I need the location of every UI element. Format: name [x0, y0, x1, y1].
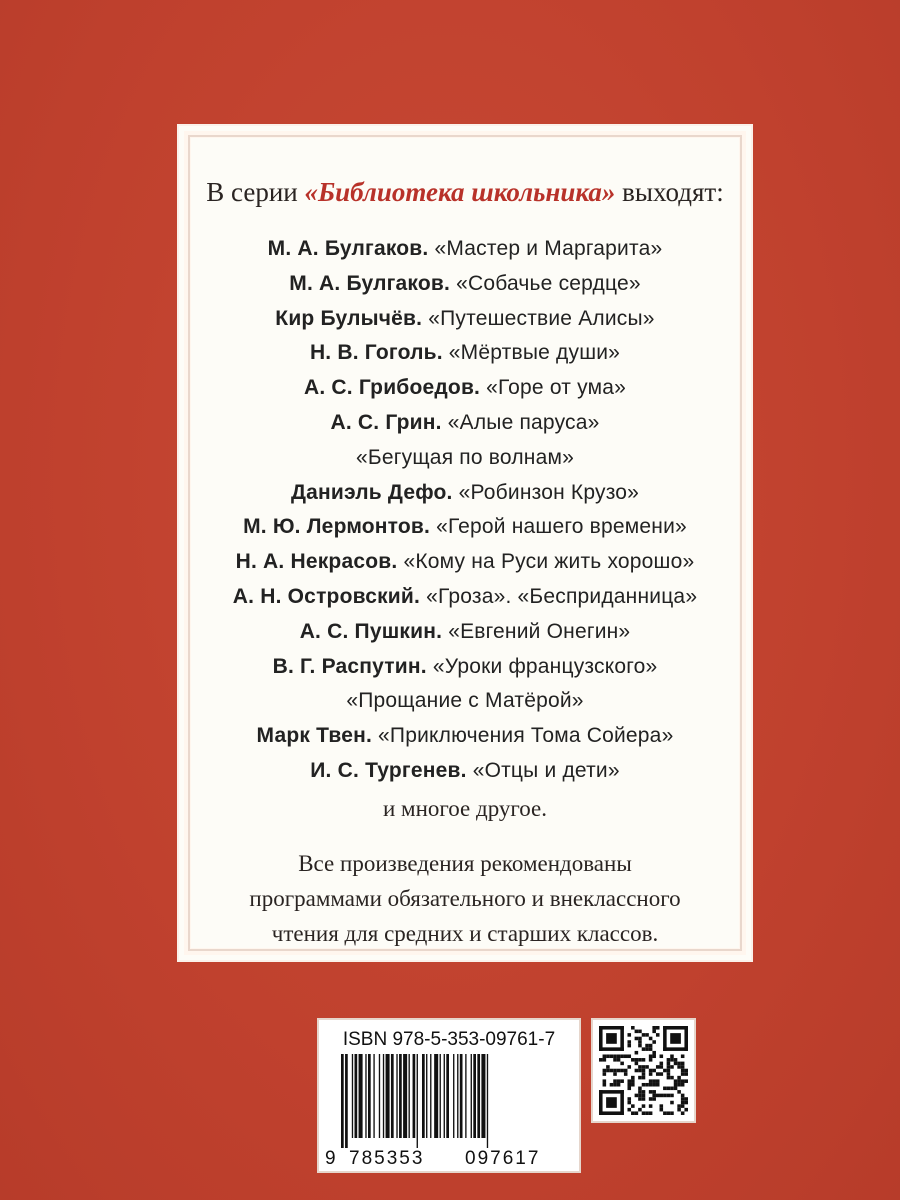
more-text: и многое другое.	[382, 796, 548, 821]
series-title: «Библиотека школьника»	[304, 177, 616, 207]
note-line: Все произведения рекомендованы	[298, 851, 632, 876]
book-author: В. Г. Распутин.	[272, 654, 427, 678]
list-item	[179, 267, 751, 302]
book-title: «Робинзон Крузо»	[452, 480, 640, 504]
series-info-panel	[177, 124, 753, 962]
list-item	[179, 754, 751, 789]
book-list	[179, 232, 751, 789]
list-item	[179, 615, 751, 650]
note-line: программами обязательного и внеклассного	[249, 886, 681, 911]
qr-code-icon	[599, 1026, 688, 1115]
book-title: «Кому на Руси жить хорошо»	[397, 550, 695, 574]
list-item	[179, 406, 751, 441]
list-item	[179, 650, 751, 685]
list-item	[179, 476, 751, 511]
list-item	[179, 441, 751, 476]
book-title: «Мастер и Маргарита»	[428, 237, 663, 260]
book-title: «Уроки французского»	[426, 654, 658, 678]
isbn-label: ISBN 978-5-353-09761-7	[342, 1029, 556, 1050]
book-author: И. С. Тургенев.	[310, 758, 467, 782]
heading-prefix: В серии	[206, 177, 305, 207]
book-title: «Гроза». «Бесприданница»	[420, 584, 698, 608]
list-item	[179, 719, 751, 754]
list-item	[179, 545, 751, 580]
book-title: «Евгений Онегин»	[442, 619, 631, 643]
book-title: «Отцы и дети»	[466, 758, 620, 782]
list-item	[179, 302, 751, 337]
list-item	[179, 684, 751, 719]
list-item	[179, 371, 751, 406]
book-author: А. С. Пушкин.	[299, 619, 443, 643]
isbn-barcode	[317, 1018, 581, 1173]
book-author: А. Н. Островский.	[232, 584, 421, 608]
book-author: М. Ю. Лермонтов.	[243, 515, 431, 539]
list-item	[179, 232, 751, 267]
book-title: «Герой нашего времени»	[430, 515, 687, 539]
book-title: «Приключения Тома Сойера»	[372, 724, 674, 748]
book-author: А. С. Грибоедов.	[304, 376, 481, 400]
list-item	[179, 336, 751, 371]
book-author: Н. В. Гоголь.	[309, 341, 443, 365]
book-title: «Горе от ума»	[480, 376, 626, 400]
ean-first-digit: 9	[325, 1148, 336, 1169]
ean-left-group: 785353	[349, 1148, 425, 1169]
book-author: Марк Твен.	[256, 724, 372, 748]
book-author: Н. А. Некрасов.	[235, 550, 398, 574]
book-title: «Алые паруса»	[441, 410, 600, 434]
book-title: «Мёртвые души»	[442, 341, 621, 365]
book-title: «Прощание с Матёрой»	[346, 689, 584, 713]
ean-right-group: 097617	[465, 1148, 541, 1169]
heading-suffix: выходят:	[615, 177, 724, 207]
book-title: «Путешествие Алисы»	[422, 306, 655, 330]
list-item	[179, 580, 751, 615]
book-title: «Собачье сердце»	[450, 271, 641, 295]
book-author: Кир Булычёв.	[275, 306, 423, 330]
recommendation-note	[179, 846, 751, 951]
ean-digits	[325, 1148, 573, 1168]
barcode-bars	[339, 1054, 561, 1148]
series-heading	[179, 177, 751, 208]
book-author: М. А. Булгаков.	[267, 237, 429, 260]
book-author: М. А. Булгаков.	[289, 271, 451, 295]
book-author: А. С. Грин.	[330, 410, 442, 434]
book-author: Даниэль Дефо.	[290, 480, 453, 504]
list-item	[179, 510, 751, 545]
book-title: «Бегущая по волнам»	[356, 445, 574, 469]
note-line: чтения для средних и старших классов.	[271, 921, 659, 946]
qr-code	[591, 1018, 696, 1123]
